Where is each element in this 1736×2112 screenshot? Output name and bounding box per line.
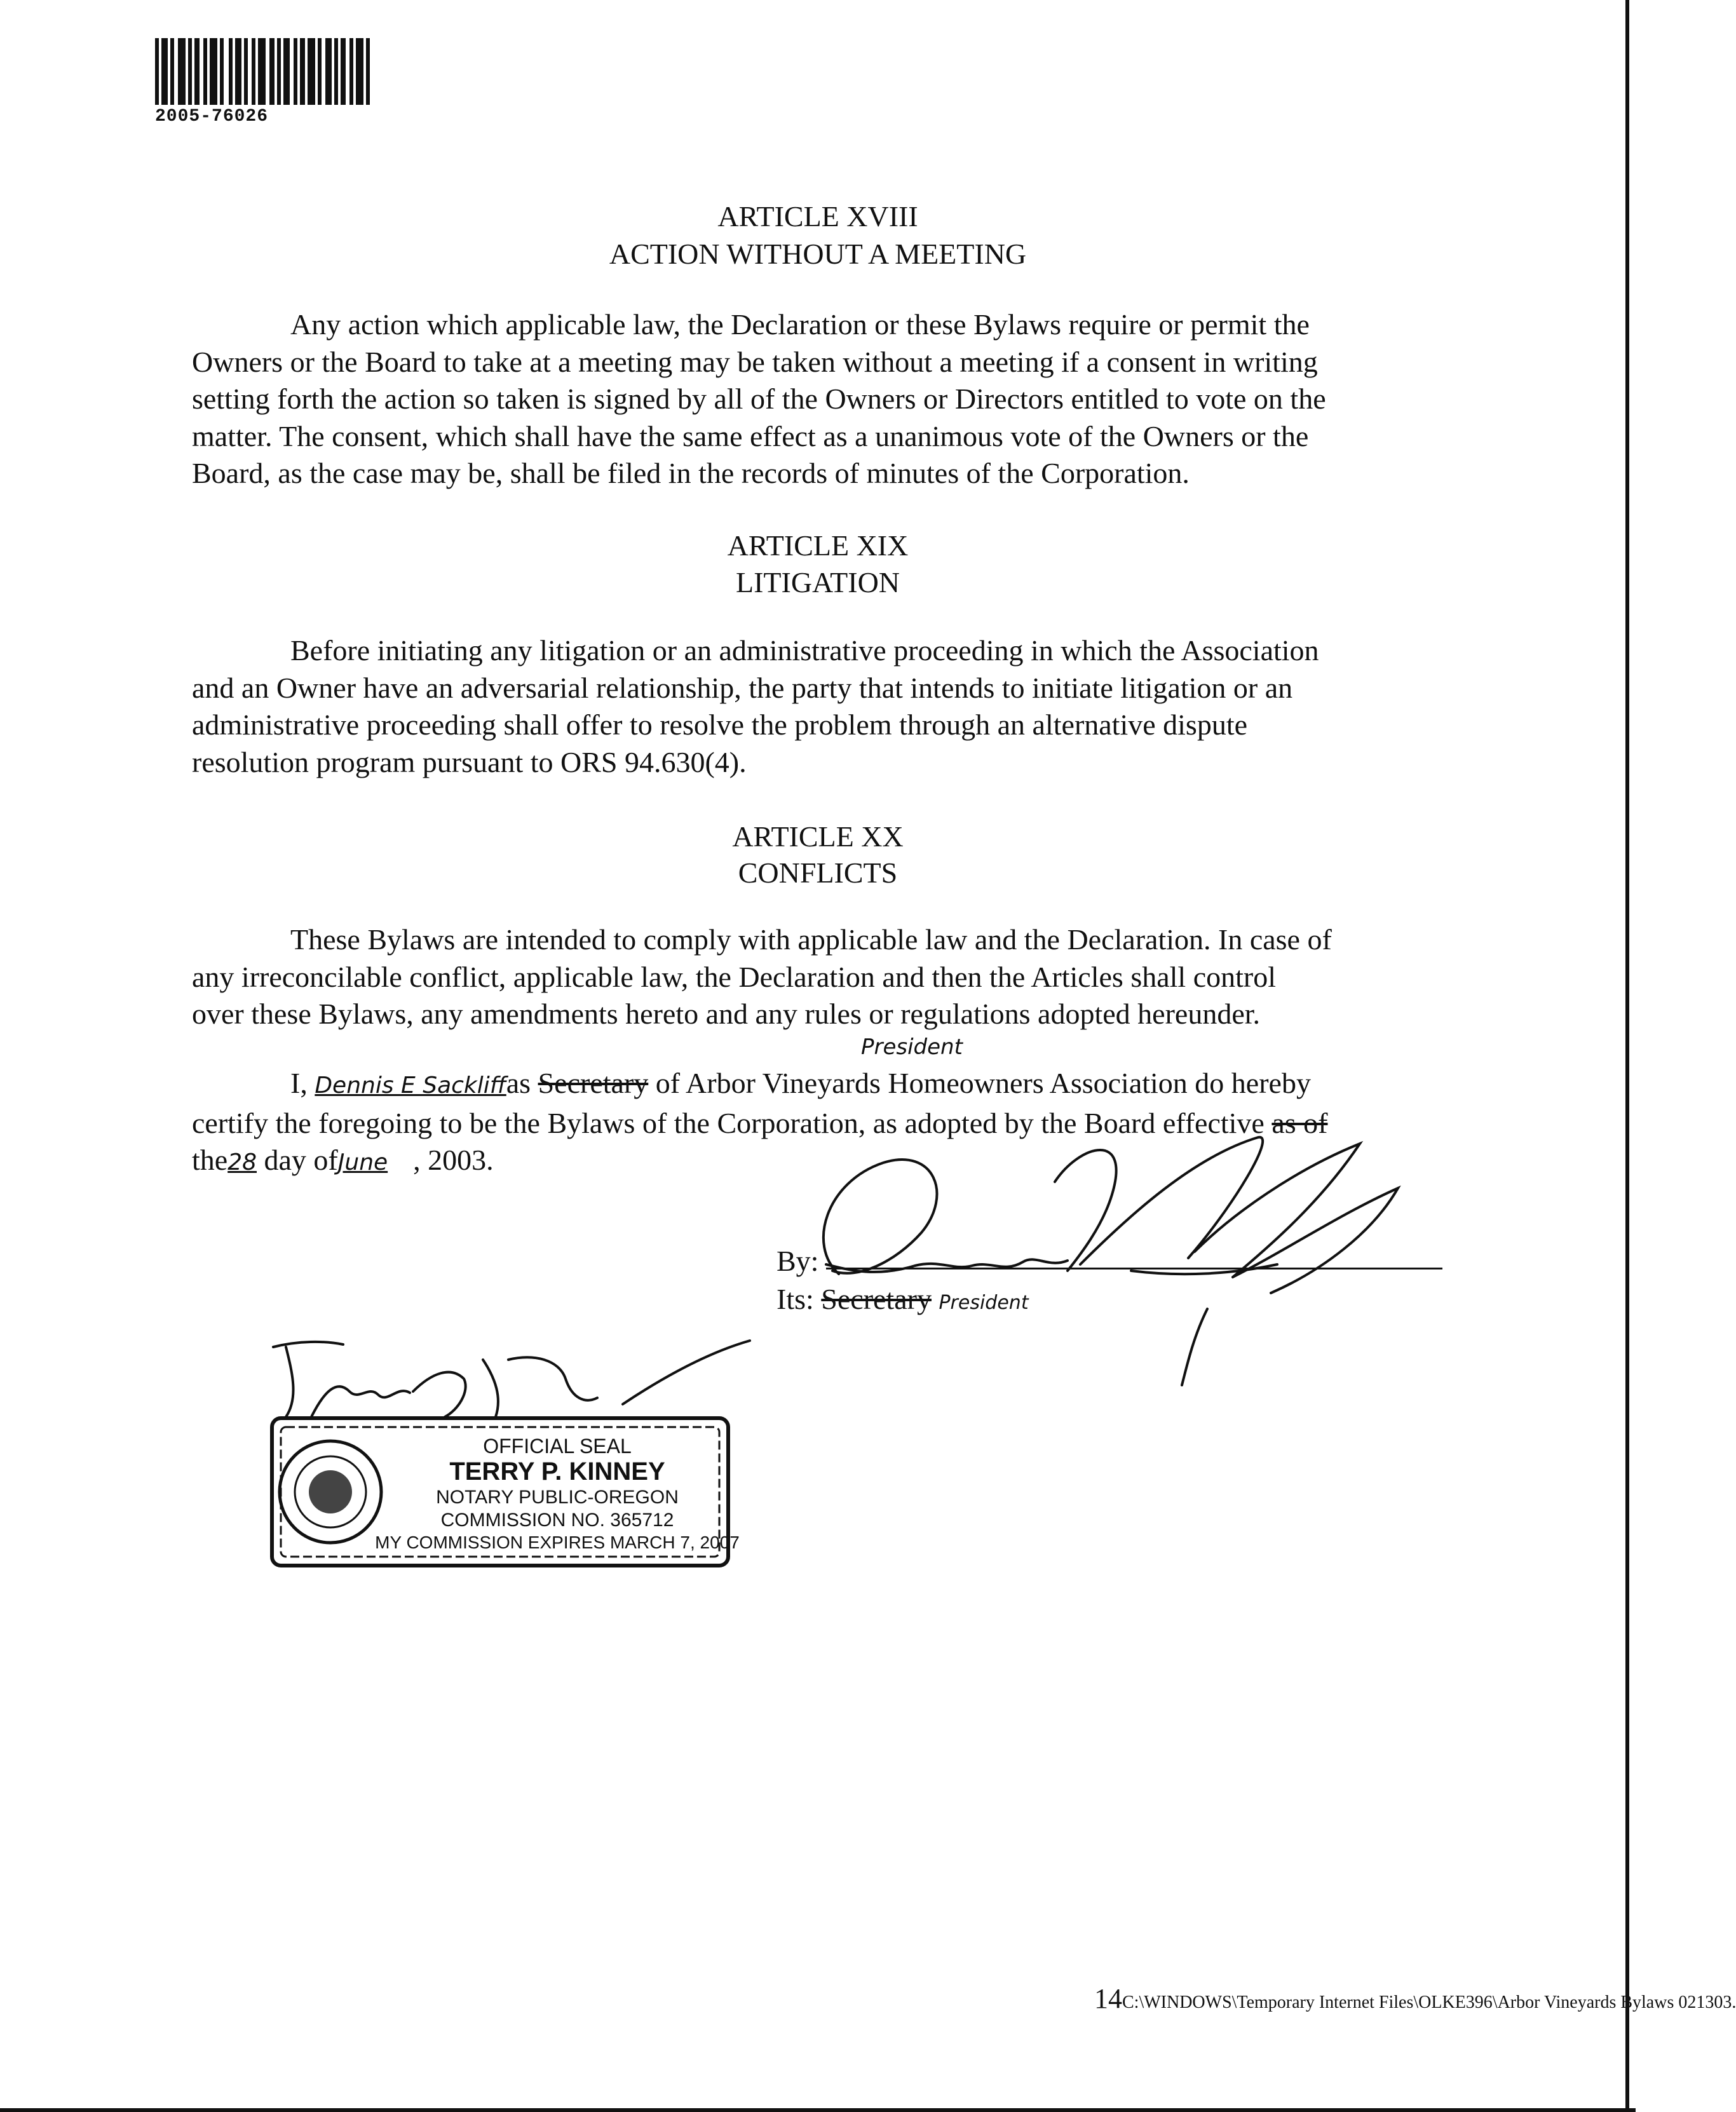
seal-commission-expiry: MY COMMISSION EXPIRES MARCH 7, 2007 <box>375 1533 740 1552</box>
handwritten-day: 28 <box>227 1149 257 1175</box>
article-20-heading: ARTICLE XX <box>732 820 904 853</box>
by-label: By: <box>776 1245 819 1277</box>
scan-border-right <box>1625 0 1629 2112</box>
article-19-body <box>192 632 1431 781</box>
certification-line-3: the28 day ofJune , 2003. <box>192 1144 494 1176</box>
its-label: Its: Secretary President <box>776 1283 1029 1315</box>
article-19-line: administrative proceeding shall offer to resolve the problem through an alternative dispute <box>192 708 1248 741</box>
handwritten-name: Dennis E Sackliff <box>315 1073 506 1099</box>
article-19-title: LITIGATION <box>735 566 900 599</box>
page-number: 14 <box>1094 1983 1122 2014</box>
article-18-line: setting forth the action so taken is signed by all of the Owners or Directors entitled to vote on the <box>192 382 1326 415</box>
seal-notary-name: TERRY P. KINNEY <box>449 1458 665 1486</box>
article-20-title: CONFLICTS <box>738 856 898 889</box>
article-20-line: over these Bylaws, any amendments hereto and any rules or regulations adopted hereunder. <box>192 998 1261 1030</box>
struck-its-role: Secretary <box>821 1283 932 1315</box>
barcode-graphic <box>155 38 445 105</box>
notary-seal <box>267 1413 740 1571</box>
article-19-heading: ARTICLE XIX <box>727 529 909 562</box>
handwritten-month: June <box>337 1149 388 1175</box>
seal-title: OFFICIAL SEAL <box>483 1435 632 1458</box>
seal-commission-number: COMMISSION NO. 365712 <box>440 1510 674 1531</box>
article-18-line: matter. The consent, which shall have the same effect as a unanimous vote of the Owners or the <box>192 419 1309 452</box>
article-18-body <box>192 306 1431 492</box>
article-18-line: Owners or the Board to take at a meeting may be taken without a meeting if a consent in writing <box>192 345 1318 378</box>
scan-border-bottom <box>0 2108 1636 2112</box>
article-19-line: Before initiating any litigation or an administrative proceeding in which the Association <box>290 634 1319 667</box>
article-18-title: ACTION WITHOUT A MEETING <box>609 238 1027 270</box>
article-18-line: Board, as the case may be, shall be filed in the records of minutes of the Corporation. <box>192 457 1190 489</box>
article-19-line: and an Owner have an adversarial relationship, the party that intends to initiate litigation or an <box>192 671 1293 704</box>
certification-line-1: I, Dennis E Sackliffas Secretary of Arbor Vineyards Homeowners Association do hereby <box>290 1067 1311 1099</box>
handwritten-title-correction: President <box>861 1034 963 1060</box>
barcode-number: 2005-76026 <box>155 107 269 126</box>
article-19-line: resolution program pursuant to ORS 94.630(4). <box>192 745 747 778</box>
struck-role: Secretary <box>538 1067 649 1099</box>
article-20-line: any irreconcilable conflict, applicable law, the Declaration and then the Articles shall control <box>192 960 1276 993</box>
file-path: C:\WINDOWS\Temporary Internet Files\OLKE396\Arbor Vineyards Bylaws 021303. <box>1122 1993 1736 2012</box>
article-18-line: Any action which applicable law, the Declaration or these Bylaws require or permit the <box>290 308 1310 341</box>
article-20-line: These Bylaws are intended to comply with applicable law and the Declaration. In case of <box>290 923 1332 956</box>
article-20-body <box>192 921 1431 1033</box>
handwritten-its-role: President <box>939 1292 1029 1314</box>
struck-as-of: as of <box>1271 1106 1328 1139</box>
article-18-heading: ARTICLE XVIII <box>717 200 918 233</box>
certification-line-2: certify the foregoing to be the Bylaws of the Corporation, as adopted by the Board effective as of <box>192 1106 1328 1139</box>
seal-notary-public: NOTARY PUBLIC-OREGON <box>436 1487 679 1508</box>
page-footer <box>1094 1982 1736 2015</box>
president-signature <box>750 1118 1474 1411</box>
